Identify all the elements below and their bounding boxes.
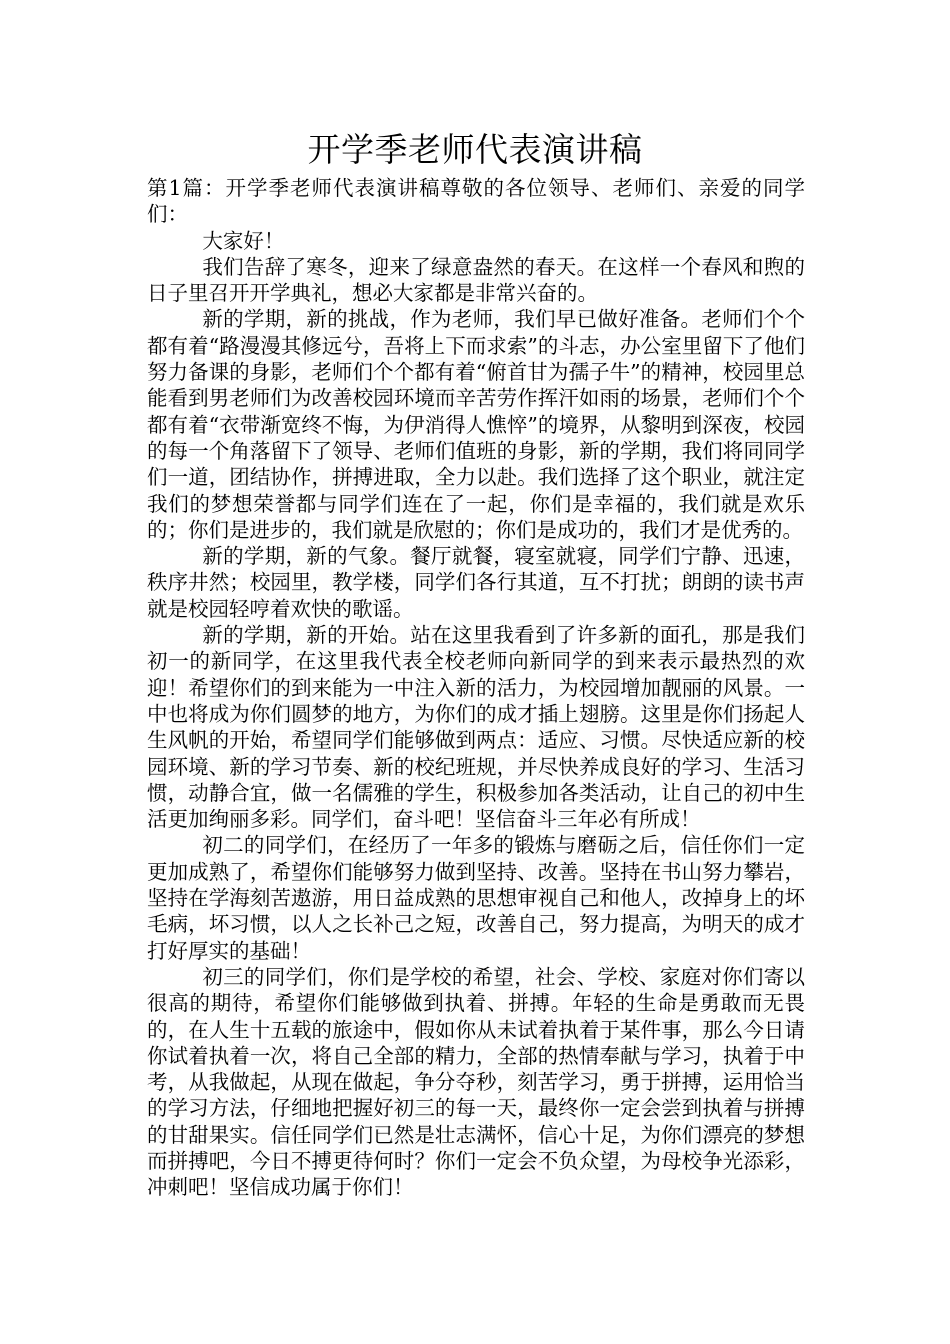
paragraph: 新的学期，新的挑战，作为老师，我们早已做好准备。老师们个个都有着“路漫漫其修远兮，吾将上下而求索”的斗志，办公室里留下了他们努力备课的身影，老师们个个都有着“俯首甘为孺子牛”的精神，校园里总能看到男老师们为改善校园环境而辛苦劳作挥汗如雨的场景，老师们个个都有着“衣带渐宽终不悔，为伊消得人憔悴”的境界，从黎明到深夜，校园的每一个角落留下了领导、老师们值班的身影，新的学期，我们将同同学们一道，团结协作，拼搏进取，全力以赴。我们选择了这个职业，就注定我们的梦想荣誉都与同学们连在了一起，你们是幸福的，我们就是欢乐的；你们是进步的，我们就是欣慰的；你们是成功的，我们才是优秀的。 <box>147 307 805 542</box>
paragraph: 新的学期，新的开始。站在这里我看到了许多新的面孔，那是我们初一的新同学，在这里我代表全校老师向新同学的到来表示最热烈的欢迎！希望你们的到来能为一中注入新的活力，为校园增加靓丽的风景。一中也将成为你们圆梦的地方，为你们的成才插上翅膀。这里是你们扬起人生风帆的开始，希望同学们能够做到两点：适应、习惯。尽快适应新的校园环境、新的学习节奏、新的校纪班规，并尽快养成良好的学习、生活习惯，动静合宜，做一名儒雅的学生，积极参加各类活动，让自己的初中生活更加绚丽多彩。同学们，奋斗吧！坚信奋斗三年必有所成！ <box>147 623 805 832</box>
paragraph: 初三的同学们，你们是学校的希望，社会、学校、家庭对你们寄以很高的期待，希望你们能够做到执着、拼搏。年轻的生命是勇敢而无畏的，在人生十五载的旅途中，假如你从未试着执着于某件事，那么今日请你试着执着一次，将自己全部的精力，全部的热情奉献与学习，执着于中考，从我做起，从现在做起，争分夺秒，刻苦学习，勇于拼搏，运用恰当的学习方法，仔细地把握好初三的每一天，最终你一定会尝到执着与拼搏的甘甜果实。信任同学们已然是壮志满怀，信心十足，为你们漂亮的梦想而拼搏吧，今日不搏更待何时？你们一定会不负众望，为母校争光添彩，冲刺吧！坚信成功属于你们！ <box>147 964 805 1200</box>
document-body <box>147 175 805 1201</box>
paragraph-greeting: 大家好！ <box>202 228 285 253</box>
paragraph: 初二的同学们，在经历了一年多的锻炼与磨砺之后，信任你们一定更加成熟了，希望你们能够努力做到坚持、改善。坚持在书山努力攀岩，坚持在学海刻苦遨游，用日益成熟的思想审视自己和他人，改掉身上的坏毛病，坏习惯，以人之长补己之短，改善自己，努力提高，为明天的成才打好厚实的基础！ <box>147 833 805 963</box>
document-title: 开学季老师代表演讲稿 <box>307 130 643 169</box>
paragraph: 我们告辞了寒冬，迎来了绿意盎然的春天。在这样一个春风和煦的日子里召开开学典礼，想必大家都是非常兴奋的。 <box>147 254 805 306</box>
paragraph-heading: 第1篇：开学季老师代表演讲稿尊敬的各位领导、老师们、亲爱的同学们： <box>147 176 805 227</box>
paragraph: 新的学期，新的气象。餐厅就餐，寝室就寝，同学们宁静、迅速，秩序井然；校园里，教学楼，同学们各行其道，互不打扰；朗朗的读书声就是校园轻哼着欢快的歌谣。 <box>147 544 805 621</box>
